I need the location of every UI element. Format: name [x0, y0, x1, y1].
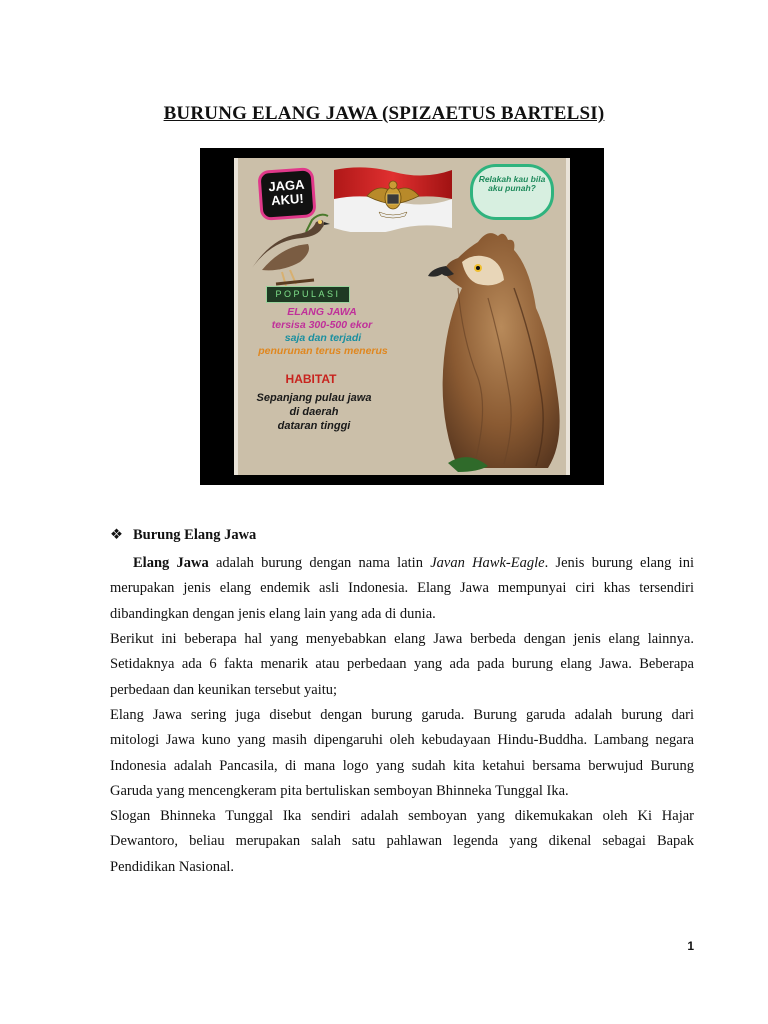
- paragraph-3-line-1: Elang Jawa sering juga disebut dengan burung garuda. Burung garuda adalah burung dari: [110, 707, 694, 723]
- paragraph-4-line-2: Dewantoro, beliau merupakan salah satu pahlawan legenda yang dikenal sebagai Bapak: [110, 833, 694, 850]
- small-eagle-illustration: [242, 210, 334, 292]
- document-title: BURUNG ELANG JAWA (SPIZAETUS BARTELSI): [163, 103, 605, 124]
- javan-hawk-eagle-illustration: [418, 228, 570, 475]
- populasi-label: POPULASI: [266, 286, 350, 303]
- paragraph-1: [110, 551, 694, 627]
- paragraph-1-line-2: merupakan jenis elang endemik asli Indonesia. Elang Jawa mempunyai ciri khas tersendiri: [110, 580, 694, 597]
- page-number: 1: [687, 939, 694, 953]
- tersisa-text: tersisa 300-500 ekor: [271, 319, 373, 331]
- section-heading: [110, 527, 256, 544]
- jaga-aku-badge: JAGA AKU!: [261, 170, 314, 217]
- latin-name: Javan Hawk-Eagle: [430, 555, 545, 571]
- paragraph-1-line-3: dibandingkan dengan jenis elang lain yang ada di dunia.: [110, 605, 436, 622]
- paragraph-3-line-2: mitologi Jawa kuno yang masih dipengaruhi oleh kebudayaan Hindu-Buddha. Lambang negara: [110, 732, 694, 749]
- paragraph-2-line-2: Setidaknya ada 6 fakta menarik atau perbedaan yang ada pada burung elang Jawa. Beberapa: [110, 656, 694, 673]
- paragraph-4-line-1: Slogan Bhinneka Tunggal Ika sendiri adalah semboyan yang dikemukakan oleh Ki Hajar: [110, 808, 694, 824]
- infographic-figure: [200, 148, 604, 485]
- habitat-label: HABITAT: [285, 372, 337, 386]
- elang-jawa-bold: Elang Jawa: [133, 555, 209, 571]
- paragraph-2-line-1: Berikut ini beberapa hal yang menyebabkan elang Jawa berbeda dengan jenis elang lainnya.: [110, 631, 694, 647]
- paragraph-3-line-4: Garuda yang mencengkeram pita bertuliskan semboyan Bhinneka Tunggal Ika.: [110, 782, 569, 799]
- saja-text: saja dan terjadi: [284, 332, 362, 344]
- paragraph-2: [110, 627, 694, 703]
- paragraph-4-line-3: Pendidikan Nasional.: [110, 858, 235, 875]
- paragraph-3-line-3: Indonesia adalah Pancasila, di mana logo yang sudah kita ketahui bersama berwujud Burung: [110, 757, 694, 774]
- habitat-line-3: dataran tinggi: [277, 420, 351, 432]
- penurunan-text: penurunan terus menerus: [258, 345, 388, 357]
- paragraph-1-line-1: [110, 551, 694, 576]
- diamond-bullet-icon: ❖: [110, 527, 123, 543]
- paragraph-3: [110, 703, 694, 804]
- elang-jawa-label: ELANG JAWA: [287, 306, 357, 318]
- section-heading-text: Burung Elang Jawa: [133, 527, 257, 543]
- speech-bubble: Relakah kau bila aku punah?: [470, 164, 554, 220]
- infographic-panel: [234, 158, 570, 475]
- indonesian-flag-garuda-image: [334, 166, 452, 232]
- p1-text-a: adalah burung dengan nama latin: [208, 555, 431, 571]
- habitat-line-1: Sepanjang pulau jawa: [256, 392, 372, 404]
- paragraph-2-line-3: perbedaan dan keunikan tersebut yaitu;: [110, 681, 338, 698]
- paragraph-4: [110, 804, 694, 880]
- p1-text-b: . Jenis burung elang ini: [544, 555, 694, 571]
- habitat-line-2: di daerah: [289, 406, 339, 418]
